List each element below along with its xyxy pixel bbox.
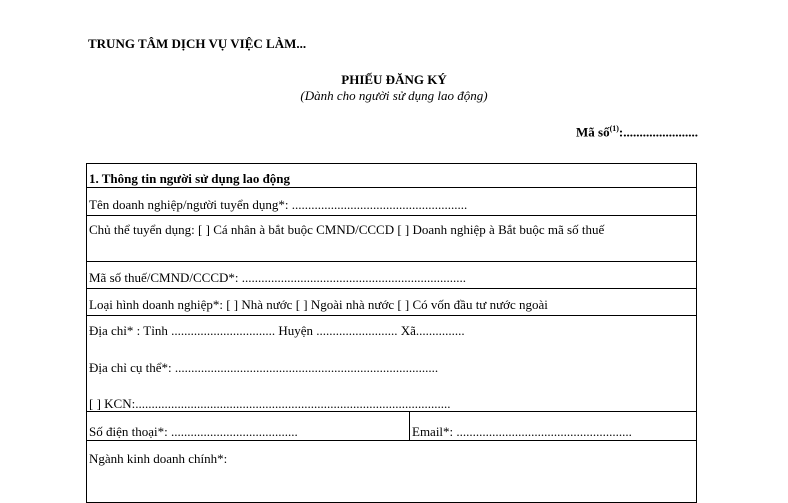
address-detail-row xyxy=(87,346,696,382)
email-field[interactable]: Email*: ...................................................... xyxy=(412,424,632,439)
code-value: :....................... xyxy=(618,124,698,140)
organization-name: TRUNG TÂM DỊCH VỤ VIỆC LÀM... xyxy=(88,36,307,51)
address-detail-field[interactable]: Địa chỉ cụ thể*: ................................................................................. xyxy=(89,360,439,375)
form-title: PHIẾU ĐĂNG KÝ xyxy=(341,72,447,87)
form-subtitle: (Dành cho người sử dụng lao động) xyxy=(300,88,488,103)
section1-title: 1. Thông tin người sử dụng lao động xyxy=(89,171,291,186)
contact-divider xyxy=(409,412,410,440)
industrial-zone-row xyxy=(87,382,696,412)
tax-id-row xyxy=(87,262,696,289)
employer-name-row xyxy=(87,188,696,216)
industrial-zone-field[interactable]: [ ] KCN:................................................................................................. xyxy=(89,396,451,411)
phone-field[interactable]: Số điện thoại*: ....................................... xyxy=(89,424,298,439)
code-label: Mã số xyxy=(575,124,610,140)
form-code xyxy=(576,124,698,140)
address-region-field[interactable]: Địa chỉ* : Tỉnh ................................ Huyện ......................... Xã............... xyxy=(89,323,465,338)
business-type-field[interactable]: Loại hình doanh nghiệp*: [ ] Nhà nước [ ] Ngoài nhà nước [ ] Có vốn đầu tư nước ngoài xyxy=(89,297,548,312)
main-business-row xyxy=(87,441,696,501)
section-header-row xyxy=(87,164,696,188)
employer-type-field[interactable]: Chủ thể tuyển dụng: [ ] Cá nhân à bắt buộc CMND/CCCD [ ] Doanh nghiệp à Bắt buộc mã số thuế xyxy=(89,222,605,237)
address-region-row xyxy=(87,316,696,346)
employer-type-row xyxy=(87,216,696,262)
business-type-row xyxy=(87,289,696,316)
code-footnote: (1) xyxy=(609,124,619,133)
employer-info-table xyxy=(86,163,697,503)
contact-row xyxy=(87,412,696,441)
tax-id-field[interactable]: Mã số thuế/CMND/CCCD*: ..................................................................... xyxy=(89,270,467,285)
employer-name-field[interactable]: Tên doanh nghiệp/người tuyển dụng*: ...................................................... xyxy=(89,197,468,212)
main-business-field[interactable]: Ngành kinh doanh chính*: xyxy=(89,451,228,466)
